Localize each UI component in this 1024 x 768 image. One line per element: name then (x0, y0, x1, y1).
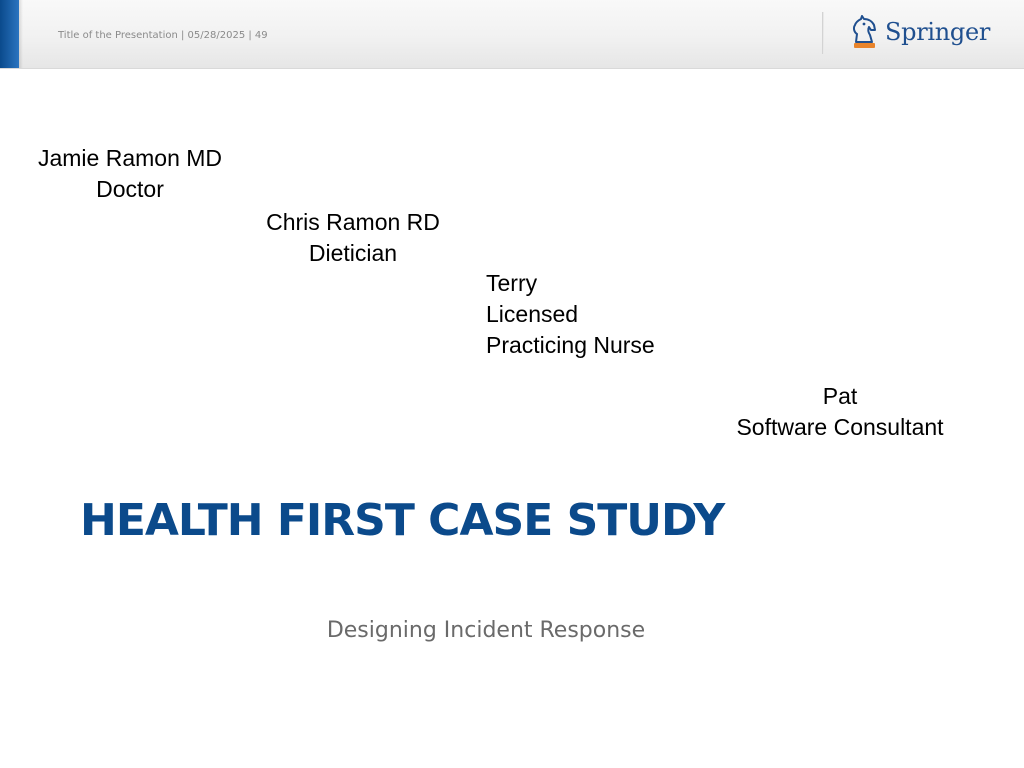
person-role-line-1: Licensed (486, 301, 579, 327)
header-divider (822, 12, 824, 54)
person-name: Chris Ramon RD (266, 209, 440, 235)
logo-text: Springer (885, 18, 991, 46)
person-role-line-2: Practicing Nurse (486, 332, 655, 358)
slide-title: HEALTH FIRST CASE STUDY (80, 495, 725, 546)
slide-header (0, 0, 1024, 69)
person-role: Software Consultant (736, 414, 944, 440)
person-name: Pat (822, 383, 858, 409)
person-terry (486, 268, 726, 361)
person-chris (236, 207, 470, 269)
person-pat (700, 381, 980, 443)
person-name: Terry (486, 270, 538, 296)
person-role: Doctor (96, 176, 164, 202)
person-role: Dietician (308, 240, 398, 266)
header-accent-bar (0, 0, 19, 68)
person-name: Jamie Ramon MD (37, 145, 223, 171)
slide-subtitle: Designing Incident Response (326, 618, 646, 643)
header-meta-text: Title of the Presentation | 05/28/2025 | 49 (58, 30, 268, 41)
springer-logo (850, 14, 990, 52)
header-accent-shadow (19, 0, 23, 68)
person-jamie (10, 143, 250, 205)
knight-chess-piece-icon (850, 14, 880, 50)
